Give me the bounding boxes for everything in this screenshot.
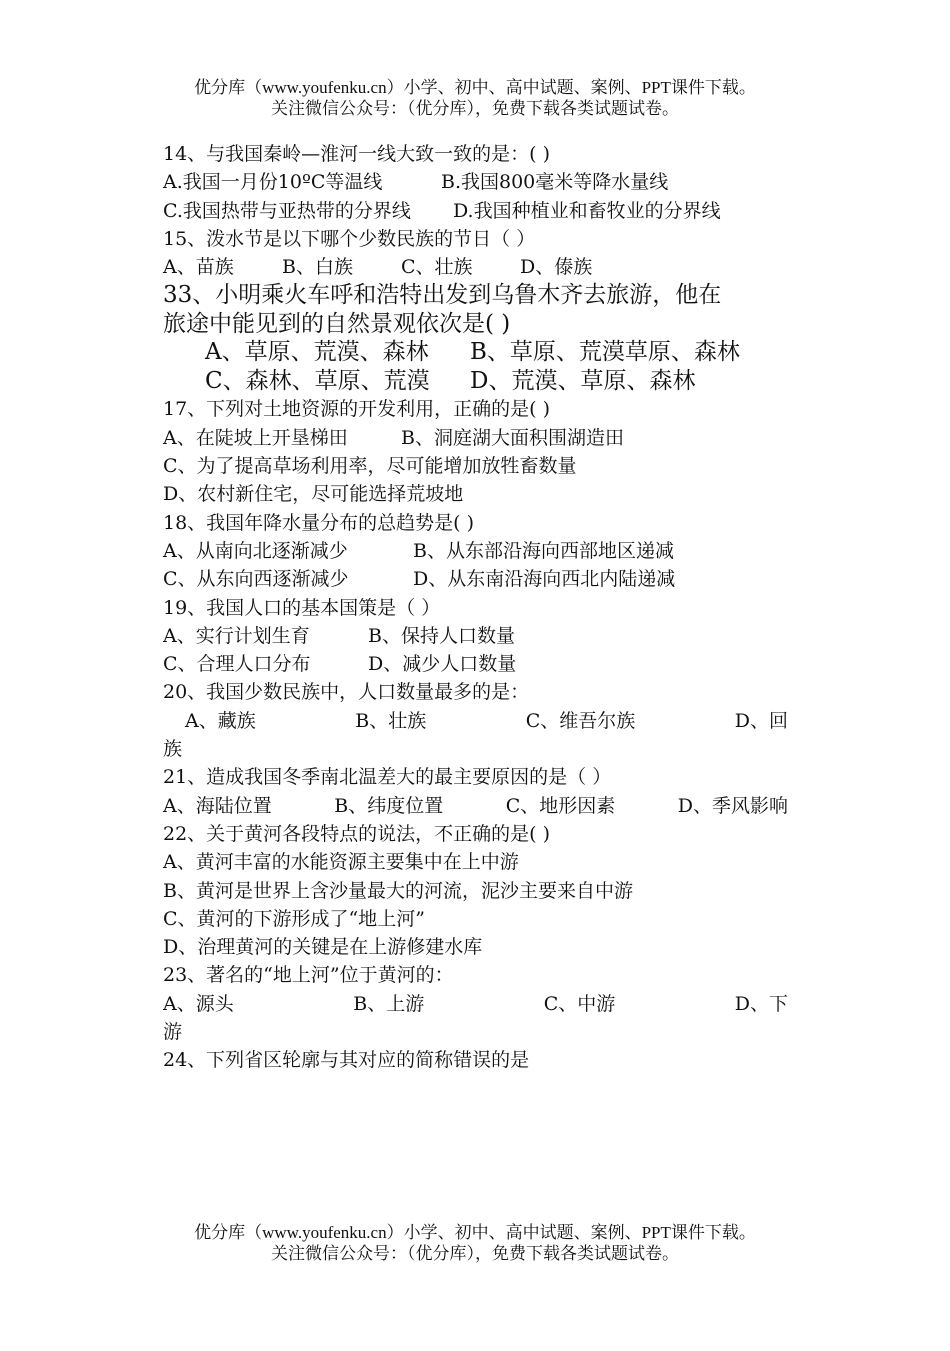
page-footer [0,1222,950,1264]
q20-option-d: D、回 [734,709,788,732]
q24-stem: 24、下列省区轮廓与其对应的简称错误的是 [163,1049,530,1072]
q21-option-c: C、地形因素 [505,794,616,817]
q14-stem: 14、与我国秦岭—淮河一线大致一致的是：( ) [163,143,551,165]
q20-stem: 20、我国少数民族中，人口数量最多的是： [163,681,530,704]
q15-options [163,253,788,281]
q23-option-c: C、中游 [543,992,616,1015]
q21-option-d: D、季风影响 [677,794,788,817]
q22-stem: 22、关于黄河各段特点的说法，不正确的是( ) [163,822,551,845]
q15-option-a: A、苗族 [163,256,234,279]
q33-option-b: B、草原、荒漠草原、森林 [470,339,740,366]
q23-option-d-wrap: 游 [163,1021,183,1044]
q21-option-b: B、纬度位置 [334,794,444,817]
q20-option-b: B、壮族 [355,709,427,732]
q14-option-c: C.我国热带与亚热带的分界线 [163,199,411,222]
q15-stem: 15、泼水节是以下哪个少数民族的节日（ ） [163,227,536,250]
q17-options-row1 [163,424,788,452]
q19-option-d: D、减少人口数量 [368,653,517,676]
q14-options-row1 [163,168,788,196]
q21-options [163,792,788,820]
q18-stem: 18、我国年降水量分布的总趋势是( ) [163,511,475,534]
q21-option-a: A、海陆位置 [163,794,272,817]
q19-option-b: B、保持人口数量 [368,624,515,647]
q19-option-a: A、实行计划生育 [163,624,310,647]
q33-option-c: C、森林、草原、荒漠 [205,367,430,394]
q14-options-row2 [163,197,788,225]
footer-line-1: 优分库（www.youfenku.cn）小学、初中、高中试题、案例、PPT课件下载。 [194,1223,756,1242]
q23-stem: 23、著名的“地上河”位于黄河的： [163,964,454,987]
q20-option-a: A、藏族 [185,709,256,732]
q22-option-a: A、黄河丰富的水能资源主要集中在上中游 [163,851,519,874]
question-content [163,140,788,1075]
q18-option-c: C、从东向西逐渐减少 [163,568,349,591]
q18-option-d: D、从东南沿海向西北内陆递减 [413,568,676,591]
q15-option-c: C、壮族 [401,256,473,279]
q33-option-a: A、草原、荒漠、森林 [205,339,429,366]
q22-option-c: C、黄河的下游形成了“地上河” [163,907,425,930]
q17-option-b: B、洞庭湖大面积围湖造田 [401,426,624,449]
q23-option-a: A、源头 [163,992,234,1015]
q17-stem: 17、下列对土地资源的开发利用，正确的是( ) [163,398,551,421]
q33-options-row1 [163,338,788,367]
q22-option-b: B、黄河是世界上含沙量最大的河流，泥沙主要来自中游 [163,879,633,902]
q14-option-a: A.我国一月份10ºC等温线 [163,171,383,194]
header-line-2: 关注微信公众号：（优分库），免费下载各类试题试卷。 [271,99,679,118]
q20-option-c: C、维吾尔族 [525,709,636,732]
q15-option-d: D、傣族 [520,256,593,279]
q15-option-b: B、白族 [282,256,353,279]
q33-stem-line-2: 旅途中能见到的自然景观依次是( ) [163,310,511,337]
q18-options-row1 [163,537,788,565]
q19-stem: 19、我国人口的基本国策是（ ） [163,596,441,619]
q19-option-c: C、合理人口分布 [163,653,311,676]
q33-stem-line-1: 33、小明乘火车呼和浩特出发到乌鲁木齐去旅游，他在 [163,282,722,309]
q18-option-b: B、从东部沿海向西部地区递减 [413,539,674,562]
q20-options [163,707,788,735]
q33-option-d: D、荒漠、草原、森林 [470,367,696,394]
q17-option-c: C、为了提高草场利用率，尽可能增加放牲畜数量 [163,455,577,478]
page-header [0,77,950,119]
q21-stem: 21、造成我国冬季南北温差大的最主要原因的是（ ） [163,766,612,789]
q17-option-a: A、在陡坡上开垦梯田 [163,426,348,449]
q19-options-row1 [163,622,788,650]
q14-option-d: D.我国种植业和畜牧业的分界线 [453,199,721,222]
q18-option-a: A、从南向北逐渐减少 [163,539,348,562]
q18-options-row2 [163,565,788,593]
header-line-1: 优分库（www.youfenku.cn）小学、初中、高中试题、案例、PPT课件下载。 [194,78,756,97]
q23-option-b: B、上游 [353,992,425,1015]
footer-line-2: 关注微信公众号：（优分库），免费下载各类试题试卷。 [271,1244,679,1263]
q33-options-row2 [163,367,788,396]
q20-option-d-wrap: 族 [163,738,183,761]
q23-option-d: D、下 [734,992,788,1015]
q23-options [163,990,788,1018]
q22-option-d: D、治理黄河的关键是在上游修建水库 [163,936,483,959]
q19-options-row2 [163,650,788,678]
q14-option-b: B.我国800毫米等降水量线 [441,171,669,194]
q17-option-d: D、农村新住宅，尽可能选择荒坡地 [163,483,464,506]
